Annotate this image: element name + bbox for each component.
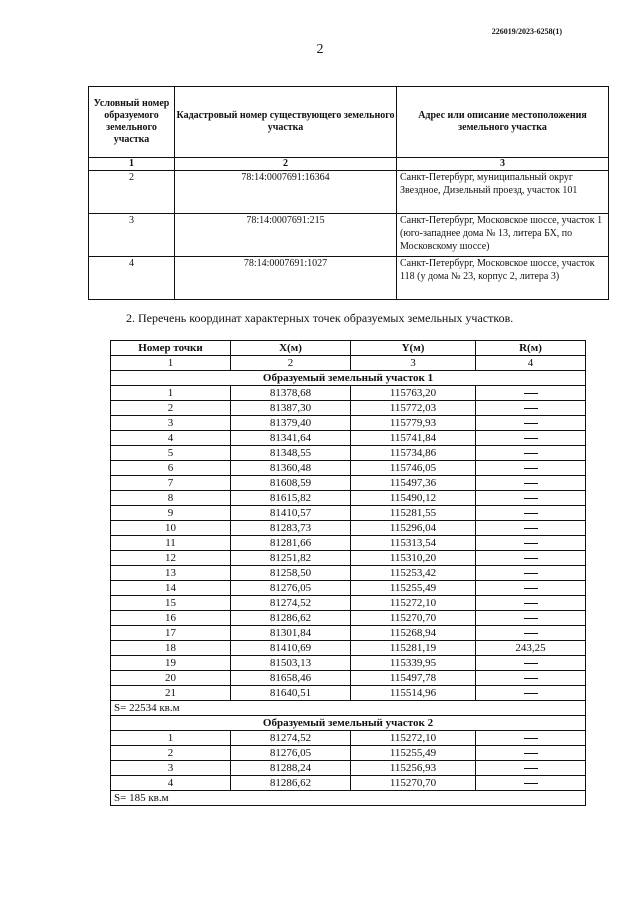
radius-empty <box>476 761 586 776</box>
y-header: Y(м) <box>351 341 476 356</box>
point-number: 16 <box>111 611 231 626</box>
point-number: 21 <box>111 686 231 701</box>
point-number: 14 <box>111 581 231 596</box>
dash-mark <box>524 393 538 394</box>
y-coordinate: 115734,86 <box>351 446 476 461</box>
x-coordinate: 81658,46 <box>231 671 351 686</box>
cadastral-number: 78:14:0007691:16364 <box>175 171 397 214</box>
y-coordinate: 115497,36 <box>351 476 476 491</box>
x-coordinate: 81615,82 <box>231 491 351 506</box>
table-row <box>111 446 586 461</box>
table-row <box>111 731 586 746</box>
x-coordinate: 81348,55 <box>231 446 351 461</box>
dash-mark <box>524 513 538 514</box>
parcel-address: Санкт-Петербург, Московское шоссе, участок 1 (юго-западнее дома № 13, литера БХ, по Московскому шоссе) <box>397 214 609 257</box>
y-coordinate: 115270,70 <box>351 611 476 626</box>
radius-empty <box>476 506 586 521</box>
x-coordinate: 81258,50 <box>231 566 351 581</box>
y-coordinate: 115270,70 <box>351 776 476 791</box>
table-row <box>111 416 586 431</box>
table-row <box>111 776 586 791</box>
radius-empty <box>476 671 586 686</box>
y-coordinate: 115272,10 <box>351 731 476 746</box>
header-cadastral-number: Кадастровый номер существующего земельного участка <box>175 87 397 158</box>
point-number: 12 <box>111 551 231 566</box>
dash-mark <box>524 558 538 559</box>
column-number: 1 <box>111 356 231 371</box>
point-number: 15 <box>111 596 231 611</box>
point-number-header: Номер точки <box>111 341 231 356</box>
table-row <box>111 761 586 776</box>
table-row <box>111 521 586 536</box>
y-coordinate: 115763,20 <box>351 386 476 401</box>
y-coordinate: 115268,94 <box>351 626 476 641</box>
section-2-title: 2. Перечень координат характерных точек образуемых земельных участков. <box>126 311 514 325</box>
dash-mark <box>524 408 538 409</box>
point-number: 20 <box>111 671 231 686</box>
radius-empty <box>476 521 586 536</box>
radius-empty <box>476 551 586 566</box>
header-conditional-number: Условный номер образуемого земельного участка <box>89 87 175 158</box>
radius-empty <box>476 731 586 746</box>
y-coordinate: 115253,42 <box>351 566 476 581</box>
dash-mark <box>524 453 538 454</box>
parcels-table-header <box>89 87 609 158</box>
parcel-address: Санкт-Петербург, Московское шоссе, участок 118 (у дома № 23, корпус 2, литера 3) <box>397 257 609 300</box>
table-row <box>111 431 586 446</box>
radius-empty <box>476 581 586 596</box>
plot-title: Образуемый земельный участок 1 <box>111 371 586 386</box>
table-row <box>111 386 586 401</box>
dash-mark <box>524 543 538 544</box>
y-coordinate: 115779,93 <box>351 416 476 431</box>
x-coordinate: 81608,59 <box>231 476 351 491</box>
radius-empty <box>476 401 586 416</box>
point-number: 1 <box>111 731 231 746</box>
parcels-table <box>88 86 609 300</box>
table-row <box>111 401 586 416</box>
table-row <box>111 551 586 566</box>
parcel-number: 3 <box>89 214 175 257</box>
radius-empty <box>476 626 586 641</box>
dash-mark <box>524 678 538 679</box>
column-number: 3 <box>351 356 476 371</box>
x-coordinate: 81503,13 <box>231 656 351 671</box>
table-row <box>111 581 586 596</box>
radius-empty <box>476 446 586 461</box>
table-row <box>111 596 586 611</box>
column-number: 2 <box>231 356 351 371</box>
coordinates-table <box>110 340 586 806</box>
y-coordinate: 115490,12 <box>351 491 476 506</box>
parcel-number: 4 <box>89 257 175 300</box>
dash-mark <box>524 498 538 499</box>
x-coordinate: 81378,68 <box>231 386 351 401</box>
dash-mark <box>524 663 538 664</box>
x-coordinate: 81387,30 <box>231 401 351 416</box>
table-row <box>111 746 586 761</box>
radius-empty <box>476 686 586 701</box>
table-row <box>111 641 586 656</box>
x-coordinate: 81640,51 <box>231 686 351 701</box>
y-coordinate: 115339,95 <box>351 656 476 671</box>
point-number: 19 <box>111 656 231 671</box>
radius-empty <box>476 776 586 791</box>
table-row <box>111 656 586 671</box>
x-coordinate: 81276,05 <box>231 746 351 761</box>
dash-mark <box>524 768 538 769</box>
y-coordinate: 115741,84 <box>351 431 476 446</box>
parcel-address: Санкт-Петербург, муниципальный округ Звездное, Дизельный проезд, участок 101 <box>397 171 609 214</box>
radius-empty <box>476 746 586 761</box>
y-coordinate: 115497,78 <box>351 671 476 686</box>
plot-area: S= 185 кв.м <box>111 791 586 806</box>
radius-empty <box>476 461 586 476</box>
point-number: 3 <box>111 416 231 431</box>
dash-mark <box>524 528 538 529</box>
point-number: 11 <box>111 536 231 551</box>
column-numbers-row <box>111 356 586 371</box>
x-coordinate: 81379,40 <box>231 416 351 431</box>
table-row <box>89 171 609 214</box>
x-coordinate: 81410,69 <box>231 641 351 656</box>
y-coordinate: 115772,03 <box>351 401 476 416</box>
radius-empty <box>476 416 586 431</box>
dash-mark <box>524 618 538 619</box>
radius-empty <box>476 431 586 446</box>
x-coordinate: 81410,57 <box>231 506 351 521</box>
column-numbers-row: 1 2 3 <box>89 158 609 171</box>
r-header: R(м) <box>476 341 586 356</box>
x-coordinate: 81288,24 <box>231 761 351 776</box>
header-address: Адрес или описание местоположения земельного участка <box>397 87 609 158</box>
table-row <box>111 686 586 701</box>
x-coordinate: 81341,64 <box>231 431 351 446</box>
radius-empty <box>476 536 586 551</box>
radius-empty <box>476 566 586 581</box>
plot-title: Образуемый земельный участок 2 <box>111 716 586 731</box>
dash-mark <box>524 588 538 589</box>
table-row <box>111 671 586 686</box>
x-coordinate: 81251,82 <box>231 551 351 566</box>
y-coordinate: 115281,55 <box>351 506 476 521</box>
point-number: 17 <box>111 626 231 641</box>
dash-mark <box>524 438 538 439</box>
dash-mark <box>524 738 538 739</box>
plot-area-row <box>111 701 586 716</box>
table-row <box>89 214 609 257</box>
x-coordinate: 81301,84 <box>231 626 351 641</box>
page-number: 2 <box>316 42 324 57</box>
table-row <box>111 461 586 476</box>
point-number: 9 <box>111 506 231 521</box>
y-coordinate: 115296,04 <box>351 521 476 536</box>
x-coordinate: 81286,62 <box>231 776 351 791</box>
cadastral-number: 78:14:0007691:215 <box>175 214 397 257</box>
y-coordinate: 115514,96 <box>351 686 476 701</box>
x-coordinate: 81360,48 <box>231 461 351 476</box>
radius-empty <box>476 476 586 491</box>
y-coordinate: 115310,20 <box>351 551 476 566</box>
y-coordinate: 115746,05 <box>351 461 476 476</box>
y-coordinate: 115272,10 <box>351 596 476 611</box>
dash-mark <box>524 423 538 424</box>
x-header: X(м) <box>231 341 351 356</box>
point-number: 1 <box>111 386 231 401</box>
parcel-number: 2 <box>89 171 175 214</box>
table-row <box>111 491 586 506</box>
radius-empty <box>476 656 586 671</box>
point-number: 3 <box>111 761 231 776</box>
dash-mark <box>524 468 538 469</box>
dash-mark <box>524 483 538 484</box>
dash-mark <box>524 633 538 634</box>
x-coordinate: 81281,66 <box>231 536 351 551</box>
dash-mark <box>524 573 538 574</box>
point-number: 4 <box>111 776 231 791</box>
coordinates-table-header <box>111 341 586 356</box>
y-coordinate: 115256,93 <box>351 761 476 776</box>
x-coordinate: 81283,73 <box>231 521 351 536</box>
x-coordinate: 81274,52 <box>231 596 351 611</box>
y-coordinate: 115255,49 <box>351 581 476 596</box>
point-number: 2 <box>111 401 231 416</box>
table-row <box>111 611 586 626</box>
x-coordinate: 81276,05 <box>231 581 351 596</box>
point-number: 8 <box>111 491 231 506</box>
plot-area-row <box>111 791 586 806</box>
point-number: 13 <box>111 566 231 581</box>
y-coordinate: 115281,19 <box>351 641 476 656</box>
plot-area: S= 22534 кв.м <box>111 701 586 716</box>
table-row <box>111 566 586 581</box>
y-coordinate: 115313,54 <box>351 536 476 551</box>
point-number: 5 <box>111 446 231 461</box>
point-number: 4 <box>111 431 231 446</box>
radius-empty <box>476 491 586 506</box>
document-number: 226019/2023-6258(1) <box>491 27 562 36</box>
point-number: 10 <box>111 521 231 536</box>
point-number: 18 <box>111 641 231 656</box>
x-coordinate: 81274,52 <box>231 731 351 746</box>
table-row <box>111 476 586 491</box>
table-row <box>111 536 586 551</box>
table-row <box>89 257 609 300</box>
dash-mark <box>524 783 538 784</box>
table-row <box>111 626 586 641</box>
plot-title-row <box>111 371 586 386</box>
point-number: 7 <box>111 476 231 491</box>
radius-empty <box>476 596 586 611</box>
cadastral-number: 78:14:0007691:1027 <box>175 257 397 300</box>
column-number: 4 <box>476 356 586 371</box>
dash-mark <box>524 753 538 754</box>
plot-title-row <box>111 716 586 731</box>
table-row <box>111 506 586 521</box>
y-coordinate: 115255,49 <box>351 746 476 761</box>
point-number: 2 <box>111 746 231 761</box>
point-number: 6 <box>111 461 231 476</box>
x-coordinate: 81286,62 <box>231 611 351 626</box>
radius-empty <box>476 611 586 626</box>
radius: 243,25 <box>476 641 586 656</box>
dash-mark <box>524 603 538 604</box>
radius-empty <box>476 386 586 401</box>
dash-mark <box>524 693 538 694</box>
